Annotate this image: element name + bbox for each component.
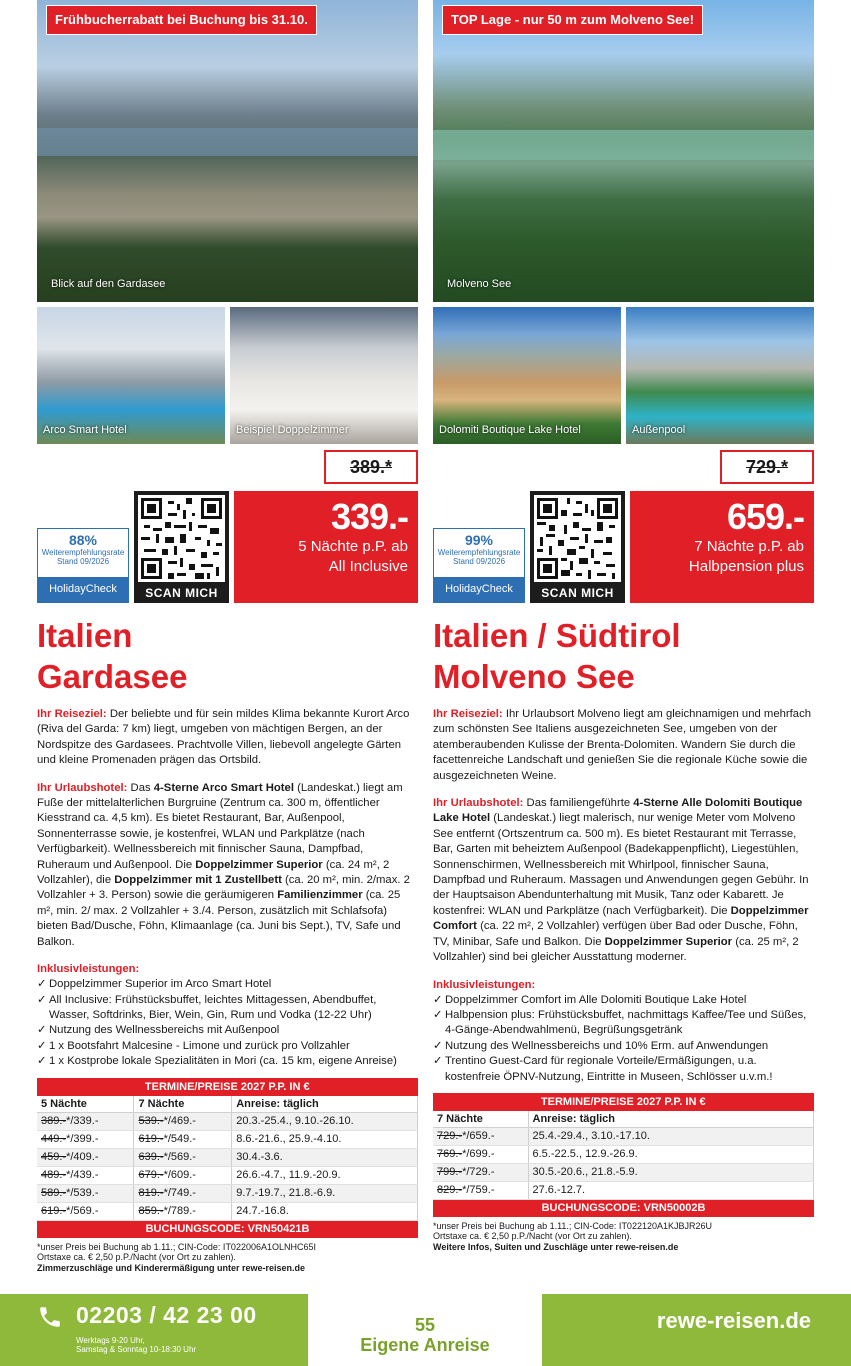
hours-line: Samstag & Sonntag 10-18:30 Uhr bbox=[76, 1345, 197, 1354]
paragraph-text: Der beliebte und für sein mildes Klima bekannte Kurort Arco (Riva del Garda: 7 km) liegt, umgeben von mächtigen Bergen, an der Nordspitze des Gardasees. Prachtvolle Villen, liebevoll angelegte Gärten und kleine Promenaden prägen das Ortsbild. bbox=[37, 708, 410, 767]
paragraph-text: (ca. 22 m², 2 Vollzahler) verfügen über Bad oder Dusche, Föhn, TV, Minibar, Safe und Balkon. Die bbox=[433, 920, 798, 948]
page-category: Eigene Anreise bbox=[360, 1335, 490, 1355]
booking-code: BUCHUNGSCODE: VRN50421B bbox=[37, 1221, 418, 1238]
inclusions-list bbox=[433, 993, 814, 1085]
destination-paragraph bbox=[433, 707, 814, 784]
table-row: 799.-*/729.- 30.5.-20.6., 21.8.-5.9. bbox=[433, 1163, 814, 1181]
price-section bbox=[37, 450, 418, 608]
table-banner: TERMINE/PREISE 2027 P.P. IN € bbox=[37, 1078, 418, 1096]
table-row: 389.-*/339.- 539.-*/469.- 20.3.-25.4., 9.10.-26.10. bbox=[37, 1112, 418, 1130]
hotel-paragraph bbox=[433, 796, 814, 965]
inclusion-item: ✓ All Inclusive: Frühstücksbuffet, leichtes Mittagessen, Abendbuffet, Wasser, Softdrinks, Bier, Wein, Gin, Rum und Vodka (12-22 Uhr) bbox=[37, 993, 418, 1024]
opening-hours bbox=[76, 1336, 196, 1354]
promo-badge: Frühbucherrabatt bei Buchung bis 31.10. bbox=[46, 5, 317, 35]
thumb-caption: Dolomiti Boutique Lake Hotel bbox=[439, 424, 581, 436]
new-price: 339.- bbox=[330, 496, 408, 537]
scan-label: SCAN MICH bbox=[145, 586, 218, 600]
hero-caption: Molveno See bbox=[447, 278, 512, 290]
footnote bbox=[433, 1221, 814, 1253]
price-section bbox=[433, 450, 814, 608]
qr-code[interactable] bbox=[134, 491, 229, 603]
paragraph-text: Das bbox=[130, 781, 151, 794]
inclusion-item: ✓ Doppelzimmer Superior im Arco Smart Hotel bbox=[37, 977, 418, 992]
rating-percent: 88% bbox=[68, 532, 98, 548]
room-type: Familienzimmer bbox=[277, 889, 363, 902]
country-title: Italien bbox=[37, 617, 133, 654]
inclusions-list bbox=[37, 977, 418, 1069]
holidaycheck-rating[interactable] bbox=[433, 528, 525, 603]
footnote bbox=[37, 1242, 418, 1274]
price-box bbox=[630, 491, 814, 603]
thumbnail-row bbox=[37, 307, 418, 444]
footnote-line: Ortstaxe ca. € 2,50 p.P./Nacht (vor Ort zu zahlen). bbox=[433, 1231, 632, 1242]
paragraph-text: Ihr Urlaubsort Molveno liegt am gleichnamigen und mehrfach zum schönsten See Italiens ausgezeichneten See, umgeben von der atemberaubenden Kulisse der Brenta-Dolomiten. Wandern Sie durch die facettenreiche Landschaft und genießen Sie die regionale Küche sowie die ausgezeichneten Weine. bbox=[433, 708, 812, 782]
paragraph-text: (ca. 25 m², min. 2/ max. 2 Vollzahler + 3./4. Person, zusätzlich mit Schlafsofa) bieten Bad/Dusche, Föhn, Klimaanlage (ca. Juni bis Sept.), TV, Safe und Balkon. bbox=[37, 889, 401, 948]
section-label: Ihr Urlaubshotel: bbox=[433, 797, 524, 810]
inclusion-item: ✓ Nutzung des Wellnessbereichs und 10% Erm. auf Anwendungen bbox=[433, 1039, 814, 1054]
inclusion-item: ✓ Trentino Guest-Card für regionale Vorteile/Ermäßigungen, u.a. kostenfreie ÖPNV-Nutzung, Eintritte in Museen, Schlösser u.v.m.! bbox=[433, 1054, 814, 1085]
table-row: 449.-*/399.- 619.-*/549.- 8.6.-21.6., 25.9.-4.10. bbox=[37, 1130, 418, 1148]
paragraph-text: (Landeskat.) liegt am Fuße der mittelalterlichen Burgruine (Zentrum ca. 300 m, öffentlicher Kiesstrand ca. 4,5 km). Es bietet Restaurant, Bar, Außenpool, Sonnenterrasse sowie, je kostenfrei, WLAN und Parkplätze (nach Verfügbarkeit). Wellnessbereich mit finnischer Sauna, Dampfbad, Ruheraum und Außenpool. Die bbox=[37, 781, 403, 871]
qr-code-icon bbox=[534, 495, 621, 582]
phone-contact[interactable] bbox=[0, 1294, 308, 1366]
inclusion-item: ✓ Doppelzimmer Comfort im Alle Dolomiti Boutique Lake Hotel bbox=[433, 993, 814, 1008]
board-type: All Inclusive bbox=[328, 558, 408, 575]
page-footer bbox=[0, 1294, 851, 1366]
price-description: 7 Nächte p.P. ab bbox=[694, 538, 804, 555]
room-type: Doppelzimmer mit 1 Zustellbett bbox=[114, 874, 282, 887]
description bbox=[433, 707, 814, 1085]
footnote-line: Ortstaxe ca. € 2,50 p.P./Nacht (vor Ort zu zahlen). bbox=[37, 1252, 236, 1263]
page-number: 55 bbox=[414, 1315, 436, 1335]
description bbox=[37, 707, 418, 1070]
thumb-caption: Arco Smart Hotel bbox=[43, 424, 127, 436]
destination-paragraph bbox=[37, 707, 418, 769]
table-row: 619.-*/569.- 859.-*/789.- 24.7.-16.8. bbox=[37, 1202, 418, 1220]
hero-caption: Blick auf den Gardasee bbox=[51, 278, 166, 290]
holidaycheck-logo: HolidayCheck bbox=[38, 577, 128, 602]
inclusion-item: ✓ Halbpension plus: Frühstücksbuffet, nachmittags Kaffee/Tee und Süßes, 4-Gänge-Abendwahlmenü, Begrüßungsgetränk bbox=[433, 1008, 814, 1039]
table-header: Anreise: täglich bbox=[528, 1111, 814, 1128]
rating-percent: 99% bbox=[464, 532, 494, 548]
table-row: 589.-*/539.- 819.-*/749.- 9.7.-19.7., 21.8.-6.9. bbox=[37, 1184, 418, 1202]
section-label: Ihr Reiseziel: bbox=[433, 708, 503, 720]
website-link[interactable] bbox=[542, 1294, 851, 1366]
qr-code[interactable] bbox=[530, 491, 625, 603]
section-label: Ihr Reiseziel: bbox=[37, 708, 107, 720]
table-row: 489.-*/439.- 679.-*/609.- 26.6.-4.7., 11.9.-20.9. bbox=[37, 1166, 418, 1184]
room-type: Doppelzimmer Superior bbox=[604, 935, 733, 948]
room-type: Doppelzimmer Superior bbox=[195, 858, 323, 871]
hotel-name: 4-Sterne Alle Dolomiti Boutique Lake Hotel bbox=[433, 797, 803, 825]
paragraph-text: Das familiengeführte bbox=[526, 797, 631, 810]
rating-label: Weiterempfehlungsrate bbox=[41, 548, 125, 557]
paragraph-text: (ca. 24 m², 2 Vollzahler), die bbox=[37, 858, 390, 887]
holidaycheck-rating[interactable] bbox=[37, 528, 129, 603]
country-title: Italien / Südtirol bbox=[433, 617, 681, 654]
destination-headline bbox=[433, 615, 814, 697]
table-row: 729.-*/659.- 25.4.-29.4., 3.10.-17.10. bbox=[433, 1127, 814, 1145]
rating-date: Stand 09/2026 bbox=[56, 557, 110, 566]
price-table bbox=[37, 1078, 418, 1221]
thumb-caption: Beispiel Doppelzimmer bbox=[236, 424, 349, 436]
hotel-paragraph bbox=[37, 781, 418, 950]
price-box bbox=[234, 491, 418, 603]
phone-icon bbox=[37, 1304, 63, 1330]
inclusion-item: ✓ 1 x Kostprobe lokale Spezialitäten in Mori (ca. 15 km, eigene Anreise) bbox=[37, 1054, 418, 1069]
paragraph-text: (ca. 25 m², 2 Vollzahler) sind bei gleicher Ausstattung moderner. bbox=[433, 935, 799, 964]
price-table bbox=[433, 1093, 814, 1200]
hotel-name: 4-Sterne Arco Smart Hotel bbox=[153, 781, 294, 794]
old-price: 389.* bbox=[324, 450, 418, 484]
thumb-pool-image bbox=[626, 307, 814, 444]
qr-code-icon bbox=[138, 495, 225, 582]
footnote-line: Weitere Infos, Suiten und Zuschläge unter rewe-reisen.de bbox=[433, 1241, 679, 1252]
offer-molveno bbox=[433, 0, 814, 1252]
thumbnail-row bbox=[433, 307, 814, 444]
booking-code: BUCHUNGSCODE: VRN50002B bbox=[433, 1200, 814, 1217]
promo-badge: TOP Lage - nur 50 m zum Molveno See! bbox=[442, 5, 703, 35]
inclusion-item: ✓ 1 x Bootsfahrt Malcesine - Limone und zurück pro Vollzahler bbox=[37, 1039, 418, 1054]
table-row: 459.-*/409.- 639.-*/569.- 30.4.-3.6. bbox=[37, 1148, 418, 1166]
table-header: 5 Nächte bbox=[37, 1096, 134, 1113]
offer-gardasee bbox=[37, 0, 418, 1273]
table-row: 769.-*/699.- 6.5.-22.5., 12.9.-26.9. bbox=[433, 1145, 814, 1163]
inclusion-item: ✓ Nutzung des Wellnessbereichs mit Außenpool bbox=[37, 1023, 418, 1038]
footnote-line: Zimmerzuschläge und Kinderermäßigung unter rewe-reisen.de bbox=[37, 1262, 306, 1273]
footnote-line: *unser Preis bei Buchung ab 1.11.; CIN-Code: IT022120A1KJBJR26U bbox=[433, 1220, 712, 1231]
table-row: 829.-*/759.- 27.6.-12.7. bbox=[433, 1181, 814, 1199]
page-info bbox=[308, 1294, 542, 1366]
rating-date: Stand 09/2026 bbox=[452, 557, 506, 566]
phone-number: 02203 / 42 23 00 bbox=[76, 1302, 257, 1328]
price-description: 5 Nächte p.P. ab bbox=[298, 538, 408, 555]
thumb-hotel-image bbox=[433, 307, 621, 444]
region-title: Molveno See bbox=[433, 658, 635, 695]
website-url: rewe-reisen.de bbox=[656, 1308, 811, 1333]
section-label: Ihr Urlaubshotel: bbox=[37, 781, 128, 794]
rating-label: Weiterempfehlungsrate bbox=[437, 548, 521, 557]
thumb-hotel-image bbox=[37, 307, 225, 444]
paragraph-text: (Landeskat.) liegt malerisch, nur wenige Meter vom Molveno See entfernt (Ortszentrum ca. 500 m). Es bietet Restaurant mit Terrasse, Bar, Garten mit beheiztem Außenpool (Badekappenpflicht), Liegestühlen, Sonnenschirmen, Wellnessbereich mit Whirlpool, finnischer Sauna, Dampfbad und Ruheraum. Massagen und Anwendungen gegen Gebühr. In der Hauptsaison Abendunterhaltung mit Musik, Tanz oder Kabarett. Je kostenfrei: WLAN und Parkplätze (nach Verfügbarkeit). Die bbox=[433, 812, 809, 917]
hero-image-molveno bbox=[433, 0, 814, 302]
inclusions-title: Inklusivleistungen: bbox=[37, 963, 140, 976]
table-header: Anreise: täglich bbox=[232, 1096, 418, 1113]
region-title: Gardasee bbox=[37, 658, 188, 695]
room-type: Doppelzimmer Comfort bbox=[433, 904, 809, 933]
scan-label: SCAN MICH bbox=[541, 586, 614, 600]
old-price: 729.* bbox=[720, 450, 814, 484]
hours-line: Werktags 9-20 Uhr, bbox=[76, 1336, 145, 1345]
destination-headline bbox=[37, 615, 418, 697]
thumb-caption: Außenpool bbox=[632, 424, 686, 436]
thumb-room-image bbox=[230, 307, 418, 444]
table-header: 7 Nächte bbox=[134, 1096, 232, 1113]
holidaycheck-logo: HolidayCheck bbox=[434, 577, 524, 602]
inclusions-title: Inklusivleistungen: bbox=[433, 978, 536, 991]
footnote-line: *unser Preis bei Buchung ab 1.11.; CIN-Code: IT022006A1OLNHC65I bbox=[37, 1241, 316, 1252]
table-banner: TERMINE/PREISE 2027 P.P. IN € bbox=[433, 1093, 814, 1111]
table-header: 7 Nächte bbox=[433, 1111, 528, 1128]
paragraph-text: (ca. 20 m², min. 2/max. 2 Vollzahler + 3. Person) sowie die geräumigeren bbox=[37, 874, 410, 902]
board-type: Halbpension plus bbox=[688, 558, 804, 575]
hero-image-gardasee bbox=[37, 0, 418, 302]
new-price: 659.- bbox=[726, 496, 804, 537]
